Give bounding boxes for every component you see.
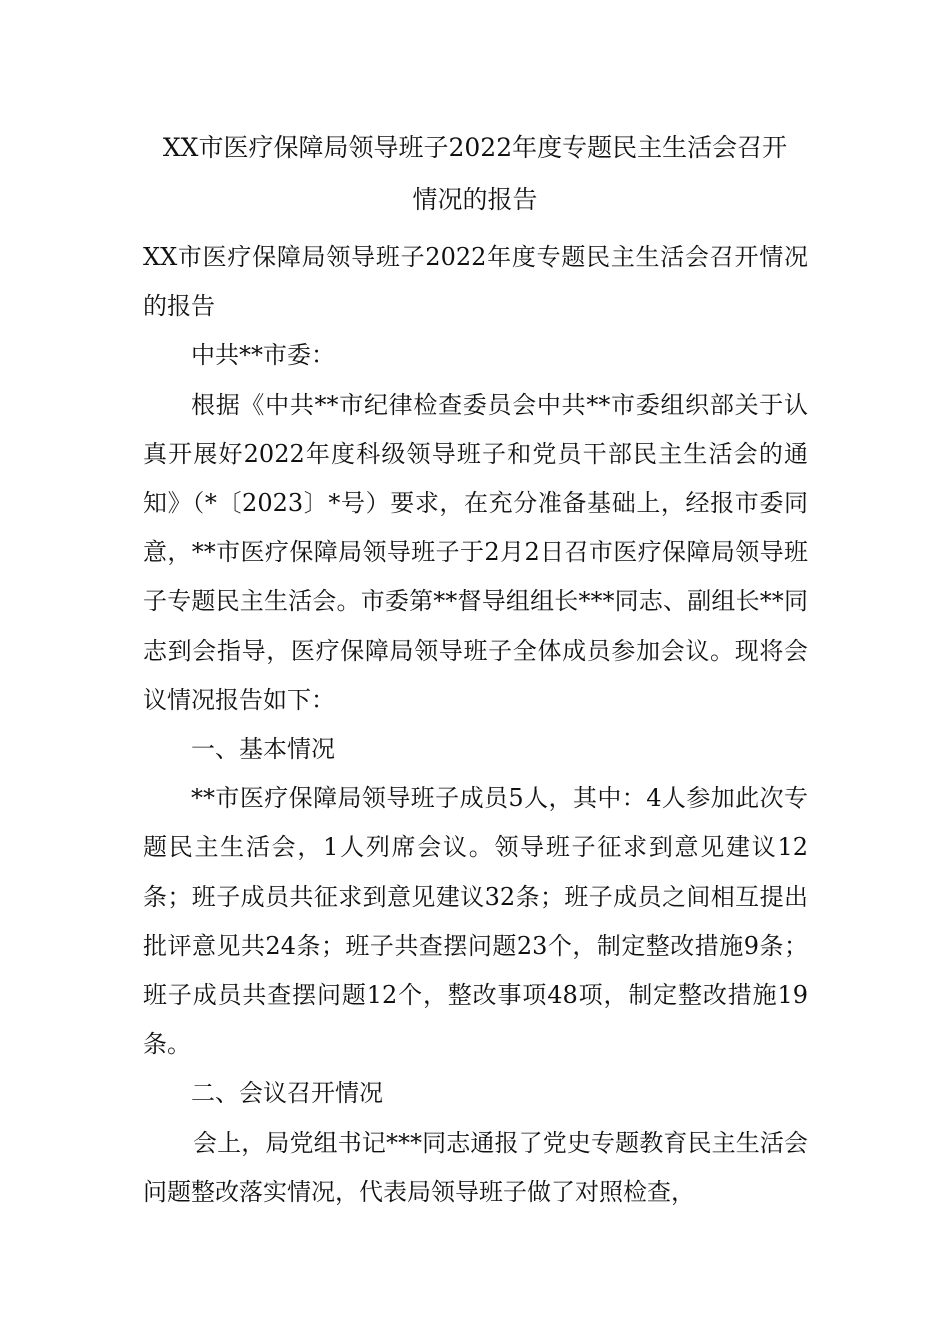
repeated-title: XX市医疗保障局领导班子2022年度专题民主生活会召开情况的报告: [143, 243, 808, 321]
section-2-paragraph: 会上，局党组书记***同志通报了党史专题教育民主生活会问题整改落实情况，代表局领导班子做了对照检查，: [143, 1128, 808, 1206]
document-title-line-2: 情况的报告: [412, 185, 538, 214]
intro-paragraph: 根据《中共**市纪律检查委员会中共**市委组织部关于认真开展好2022年度科级领导班子和党员干部民主生活会的通知》（*〔2023〕*号）要求，在充分准备基础上，经报市委同意，**市医疗保障局领导班子于2月2日召市医疗保障局领导班子专题民主生活会。市委第**督导组组长***同志、副组长**同志到会指导，医疗保障局领导班子全体成员参加会议。现将会议情况报告如下：: [143, 390, 808, 714]
section-1-heading: 一、基本情况: [191, 735, 335, 764]
section-2-heading: 二、会议召开情况: [191, 1079, 383, 1108]
section-1-paragraph: **市医疗保障局领导班子成员5人，其中：4人参加此次专题民主生活会，1人列席会议。领导班子征求到意见建议12条；班子成员共征求到意见建议32条；班子成员之间相互提出批评意见共24条；班子共查摆问题23个，制定整改措施9条；班子成员共查摆问题12个，整改事项48项，制定整改措施19条。: [143, 784, 808, 1059]
document-body: [143, 233, 808, 1217]
salutation: 中共**市委：: [191, 341, 335, 370]
document-title-line-1: XX市医疗保障局领导班子2022年度专题民主生活会召开: [162, 133, 788, 162]
